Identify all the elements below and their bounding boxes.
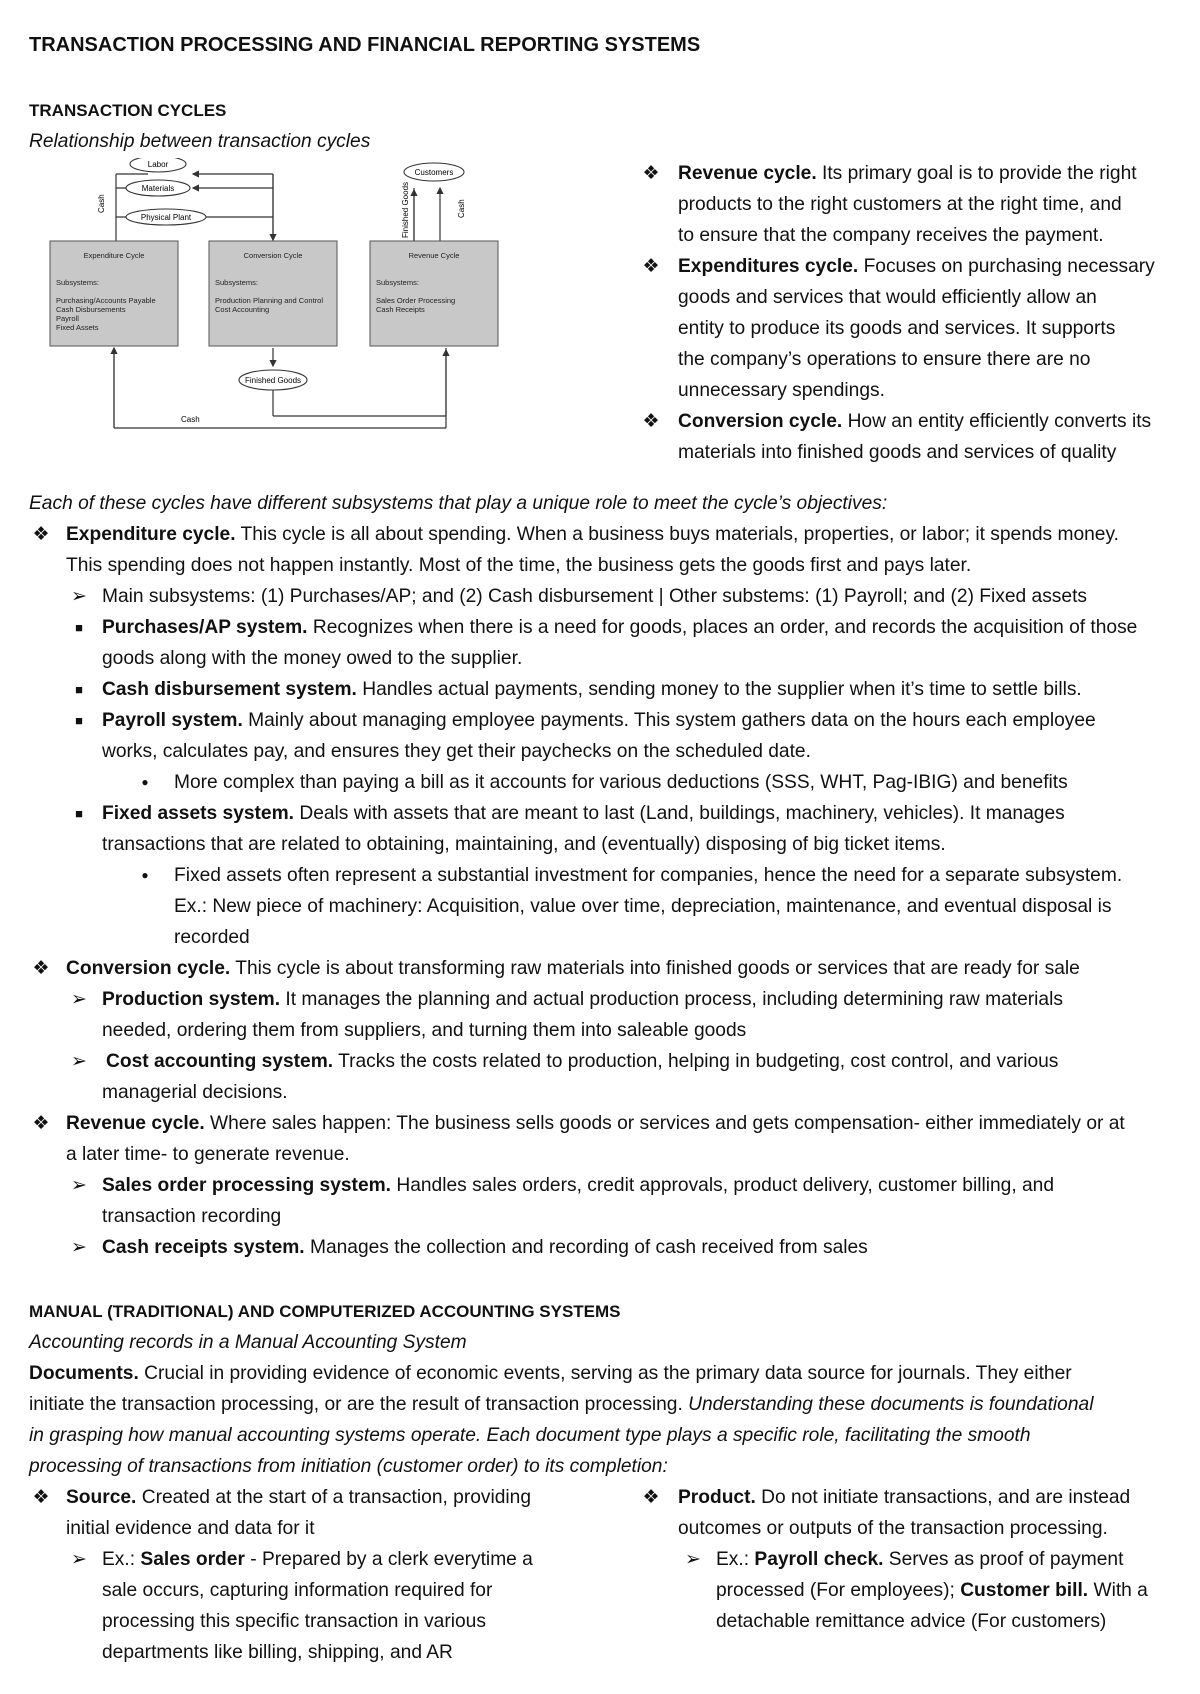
text-line: Ex.: New piece of machinery: Acquisition, value over time, depreciation, maintenance, and eventual disposal is xyxy=(174,896,1112,917)
right-col-expenditures: Expenditures cycle. Focuses on purchasing necessary xyxy=(678,256,1155,277)
conversion-subsystems: Subsystems: xyxy=(215,278,258,287)
square-bullet-icon: ■ xyxy=(75,682,83,697)
text-line: goods along with the money owed to the supplier. xyxy=(102,648,523,669)
text-line: processing this specific transaction in various xyxy=(102,1611,486,1632)
conversion-line: Production Planning and Control xyxy=(215,296,323,305)
text-line: needed, ordering them from suppliers, and turning them into saleable goods xyxy=(102,1020,747,1041)
cash-left-label: Cash xyxy=(97,194,106,213)
cash-bottom-label: Cash xyxy=(181,415,200,424)
right-col-line: goods and services that would efficiently allow an xyxy=(678,287,1097,308)
expenditure-line: Payroll xyxy=(56,314,79,323)
text-line: outcomes or outputs of the transaction processing. xyxy=(678,1518,1108,1539)
text-line: departments like billing, shipping, and AR xyxy=(102,1642,453,1663)
arrow-bullet-icon: ➢ xyxy=(71,1549,87,1570)
section-heading-transaction-cycles: TRANSACTION CYCLES xyxy=(29,101,227,120)
right-col-line: materials into finished goods and services of quality xyxy=(678,442,1117,463)
right-col-line: the company’s operations to ensure there are no xyxy=(678,349,1091,370)
labor-label: Labor xyxy=(147,160,169,169)
diamond-bullet-icon: ❖ xyxy=(642,163,660,184)
expenditure-line: Fixed Assets xyxy=(56,323,99,332)
expenditure-title: Expenditure Cycle xyxy=(83,251,145,260)
subsystems-intro: Each of these cycles have different subsystems that play a unique role to meet the cycle’s objectives: xyxy=(29,493,888,514)
diamond-bullet-icon: ❖ xyxy=(642,411,660,432)
materials-label: Materials xyxy=(141,184,175,193)
diamond-bullet-icon: ❖ xyxy=(32,1487,50,1508)
square-bullet-icon: ■ xyxy=(75,806,83,821)
text-line: recorded xyxy=(174,927,250,948)
text-line: processed (For employees); Customer bill. With a xyxy=(716,1580,1148,1601)
text-line: transactions that are related to obtaining, maintaining, and (eventually) disposing of big ticket items. xyxy=(102,834,946,855)
arrow-bullet-icon: ➢ xyxy=(71,989,87,1010)
cash-receipts-item: Cash receipts system. Manages the collection and recording of cash received from sales xyxy=(102,1237,868,1258)
text-line: initial evidence and data for it xyxy=(66,1518,315,1539)
expenditure-line: Purchasing/Accounts Payable xyxy=(56,296,156,305)
sales-order-item: Sales order processing system. Handles sales orders, credit approvals, product delivery, customer billing, and xyxy=(102,1175,1055,1196)
text-line: managerial decisions. xyxy=(102,1082,288,1103)
diamond-bullet-icon: ❖ xyxy=(642,1487,660,1508)
right-col-line: to ensure that the company receives the payment. xyxy=(678,225,1104,246)
text-line: transaction recording xyxy=(102,1206,282,1227)
conversion-title: Conversion Cycle xyxy=(243,251,303,260)
payroll-item: Payroll system. Mainly about managing employee payments. This system gathers data on the hours each employee xyxy=(102,710,1096,731)
arrow-bullet-icon: ➢ xyxy=(71,1051,87,1072)
revenue-line: Sales Order Processing xyxy=(376,296,456,305)
arrow-bullet-icon: ➢ xyxy=(71,586,87,607)
diamond-bullet-icon: ❖ xyxy=(32,524,50,545)
round-bullet-icon: ● xyxy=(141,868,149,882)
right-col-line: entity to produce its goods and services. It supports xyxy=(678,318,1116,339)
cost-accounting-item: Cost accounting system. Tracks the costs related to production, helping in budgeting, cost control, and various xyxy=(106,1051,1059,1072)
fixed-assets-item: Fixed assets system. Deals with assets that are meant to last (Land, buildings, machinery, vehicles). It manages xyxy=(102,803,1065,824)
text-line: a later time- to generate revenue. xyxy=(66,1144,350,1165)
product-document-item: Product. Do not initiate transactions, and are instead xyxy=(678,1487,1131,1508)
source-example: Ex.: Sales order - Prepared by a clerk everytime a xyxy=(102,1549,533,1570)
text-line: works, calculates pay, and ensures they get their paychecks on the scheduled date. xyxy=(102,741,811,762)
section2-subheading: Accounting records in a Manual Accounting System xyxy=(29,1332,467,1353)
source-document-item: Source. Created at the start of a transaction, providing xyxy=(66,1487,532,1508)
text-line: detachable remittance advice (For customers) xyxy=(716,1611,1107,1632)
arrow-bullet-icon: ➢ xyxy=(685,1549,701,1570)
diamond-bullet-icon: ❖ xyxy=(32,1113,50,1134)
conversion-line: Cost Accounting xyxy=(215,305,270,314)
square-bullet-icon: ■ xyxy=(75,620,83,635)
revenue-line: Cash Receipts xyxy=(376,305,425,314)
text-line: sale occurs, capturing information required for xyxy=(102,1580,493,1601)
revenue-cycle-item: Revenue cycle. Where sales happen: The business sells goods or services and gets compensation- either immediately or at xyxy=(66,1113,1125,1134)
arrow-bullet-icon: ➢ xyxy=(71,1237,87,1258)
finished-goods-vertical-label: Finished Goods xyxy=(401,181,410,238)
fixed-assets-sub: Fixed assets often represent a substantial investment for companies, hence the need for a separate subsystem. xyxy=(174,865,1123,886)
conversion-cycle-item: Conversion cycle. This cycle is about transforming raw materials into finished goods or services that are ready for sale xyxy=(66,958,1080,979)
right-col-revenue: Revenue cycle. Its primary goal is to provide the right xyxy=(678,163,1137,184)
diagram-caption: Relationship between transaction cycles xyxy=(29,131,371,152)
finished-goods-label: Finished Goods xyxy=(244,376,302,385)
revenue-subsystems: Subsystems: xyxy=(376,278,419,287)
text-line: in grasping how manual accounting systems operate. Each document type plays a specific role, facilitating the smooth xyxy=(29,1425,1031,1446)
cash-disbursement-item: Cash disbursement system. Handles actual payments, sending money to the supplier when it’s time to settle bills. xyxy=(102,679,1082,700)
section-heading-manual-computerized: MANUAL (TRADITIONAL) AND COMPUTERIZED ACCOUNTING SYSTEMS xyxy=(29,1302,621,1321)
expenditure-subsystems: Subsystems: xyxy=(56,278,99,287)
product-example: Ex.: Payroll check. Serves as proof of payment xyxy=(716,1549,1124,1570)
square-bullet-icon: ■ xyxy=(75,713,83,728)
right-col-line: unnecessary spendings. xyxy=(678,380,885,401)
transaction-cycles-diagram xyxy=(48,158,558,470)
diamond-bullet-icon: ❖ xyxy=(32,958,50,979)
purchases-ap-item: Purchases/AP system. Recognizes when there is a need for goods, places an order, and records the acquisition of those xyxy=(102,617,1138,638)
text-line: This spending does not happen instantly. Most of the time, the business gets the goods first and pays later. xyxy=(66,555,972,576)
round-bullet-icon: ● xyxy=(141,775,149,789)
diamond-bullet-icon: ❖ xyxy=(642,256,660,277)
expenditure-line: Cash Disbursements xyxy=(56,305,126,314)
text-line: processing of transactions from initiation (customer order) to its completion: xyxy=(29,1456,668,1477)
customers-label: Customers xyxy=(414,168,454,177)
right-col-line: products to the right customers at the right time, and xyxy=(678,194,1122,215)
payroll-sub: More complex than paying a bill as it accounts for various deductions (SSS, WHT, Pag-IBIG) and benefits xyxy=(174,772,1068,793)
text-line: initiate the transaction processing, or are the result of transaction processing. Understanding these documents is foundational xyxy=(29,1394,1094,1415)
production-system-item: Production system. It manages the planning and actual production process, including determining raw materials xyxy=(102,989,1063,1010)
page-title: TRANSACTION PROCESSING AND FINANCIAL REPORTING SYSTEMS xyxy=(29,34,701,56)
documents-paragraph: Documents. Crucial in providing evidence of economic events, serving as the primary data source for journals. They either xyxy=(29,1363,1072,1384)
right-col-conversion: Conversion cycle. How an entity efficiently converts its xyxy=(678,411,1152,432)
revenue-title: Revenue Cycle xyxy=(408,251,460,260)
main-subsystems: Main subsystems: (1) Purchases/AP; and (2) Cash disbursement | Other substems: (1) Payroll; and (2) Fixed assets xyxy=(102,586,1087,607)
arrow-bullet-icon: ➢ xyxy=(71,1175,87,1196)
expenditure-cycle-item: Expenditure cycle. This cycle is all about spending. When a business buys materials, properties, or labor; it spends money. xyxy=(66,524,1119,545)
cash-right-label: Cash xyxy=(457,199,466,218)
physical-plant-label: Physical Plant xyxy=(140,213,192,222)
